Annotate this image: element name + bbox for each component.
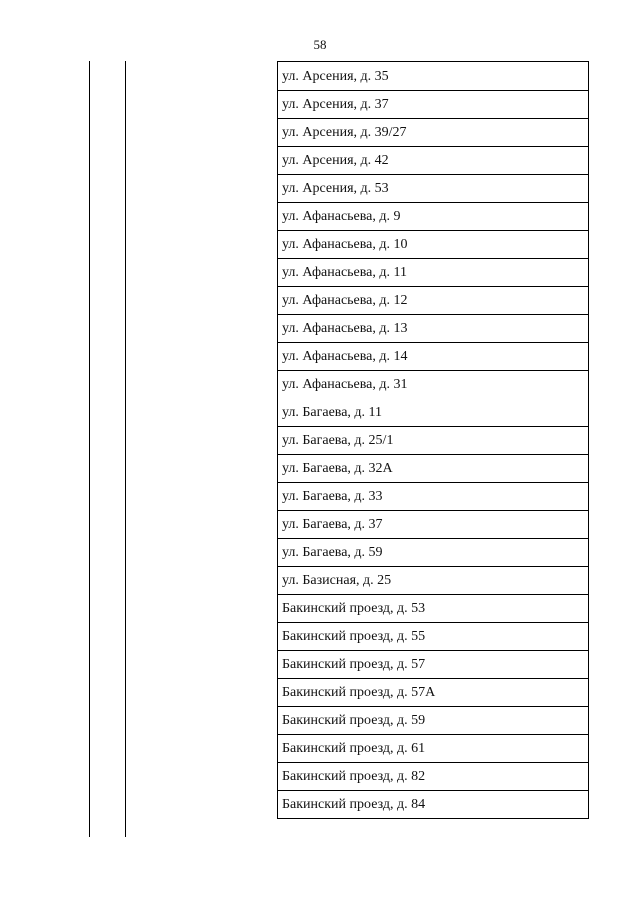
table-row: ул. Афанасьева, д. 31: [278, 370, 588, 398]
table-row: ул. Багаева, д. 25/1: [278, 426, 588, 454]
table-row: ул. Афанасьева, д. 13: [278, 314, 588, 342]
page-number: 58: [313, 37, 327, 52]
table-row: ул. Афанасьева, д. 14: [278, 342, 588, 370]
table-column-divider-left: [89, 61, 90, 837]
table-row: ул. Арсения, д. 42: [278, 146, 588, 174]
table-row: ул. Арсения, д. 37: [278, 90, 588, 118]
table-row: Бакинский проезд, д. 82: [278, 762, 588, 790]
table-row: ул. Афанасьева, д. 9: [278, 202, 588, 230]
table-row: ул. Багаева, д. 33: [278, 482, 588, 510]
table-row: ул. Базисная, д. 25: [278, 566, 588, 594]
table-row: ул. Багаева, д. 37: [278, 510, 588, 538]
table-row: Бакинский проезд, д. 61: [278, 734, 588, 762]
table-row: Бакинский проезд, д. 57: [278, 650, 588, 678]
table-row: Бакинский проезд, д. 55: [278, 622, 588, 650]
address-table: [277, 61, 589, 819]
table-row: ул. Афанасьева, д. 12: [278, 286, 588, 314]
table-row: ул. Багаева, д. 32А: [278, 454, 588, 482]
table-row: ул. Афанасьева, д. 10: [278, 230, 588, 258]
table-row: ул. Арсения, д. 53: [278, 174, 588, 202]
table-column-divider-middle: [125, 61, 126, 837]
table-row: ул. Багаева, д. 59: [278, 538, 588, 566]
table-row: ул. Афанасьева, д. 11: [278, 258, 588, 286]
table-row: ул. Арсения, д. 35: [278, 61, 588, 90]
table-row: Бакинский проезд, д. 59: [278, 706, 588, 734]
table-row: ул. Багаева, д. 11: [282, 405, 383, 420]
table-row: Бакинский проезд, д. 57А: [278, 678, 588, 706]
table-row: Бакинский проезд, д. 53: [278, 594, 588, 622]
table-row: ул. Арсения, д. 39/27: [278, 118, 588, 146]
table-row: Бакинский проезд, д. 84: [278, 790, 588, 818]
